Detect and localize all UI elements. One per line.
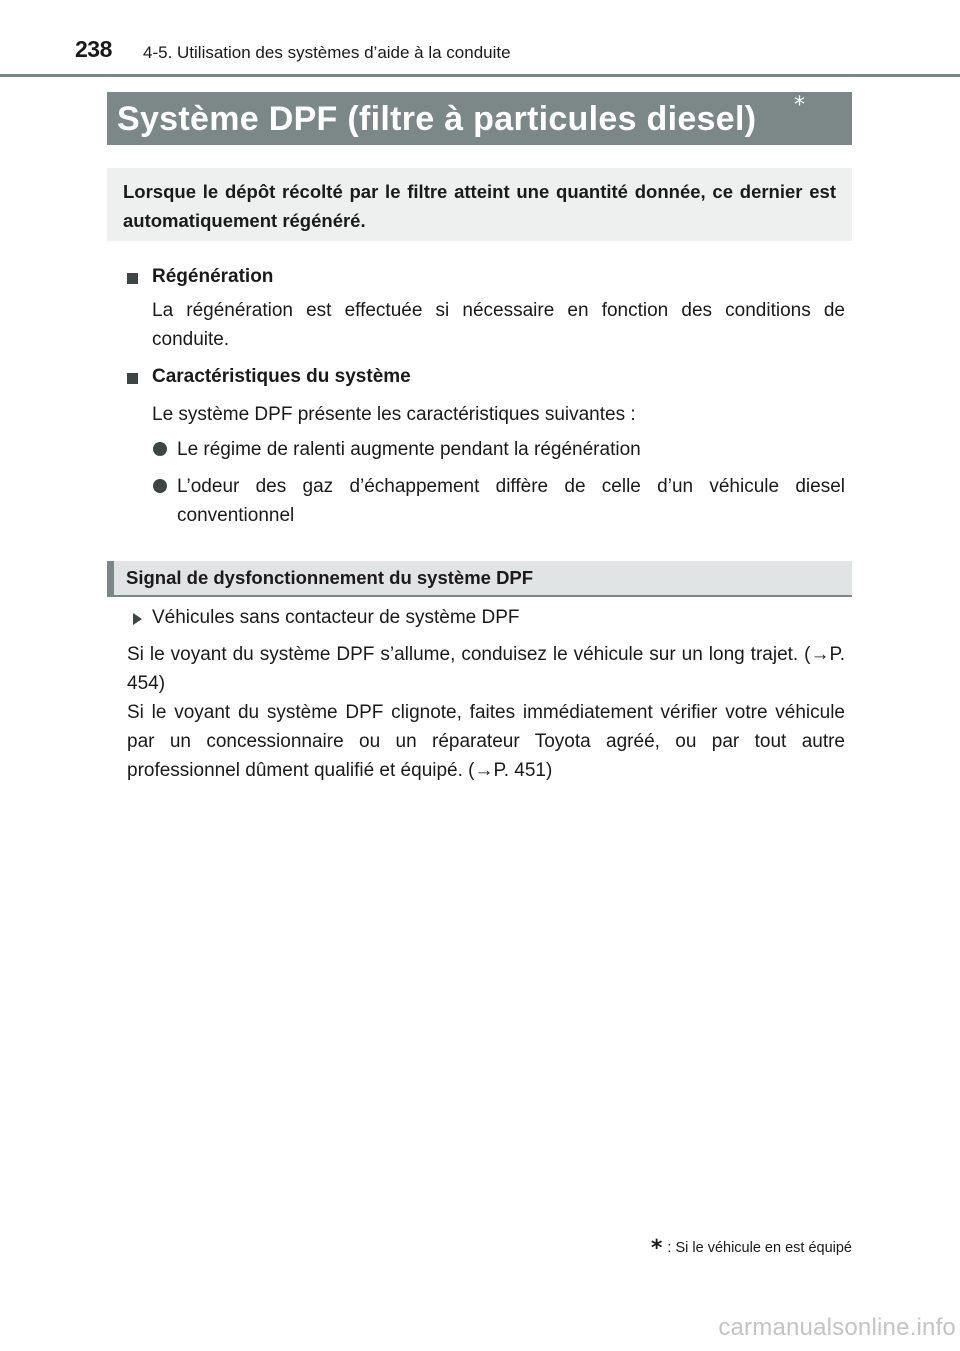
malfunction-subheading: Véhicules sans contacteur de système DPF [152, 607, 520, 628]
regeneration-text: La régénération est effectuée si nécessaire en fonction des conditions de conduite. [152, 300, 845, 350]
intro-box [107, 168, 852, 241]
asterisk-icon: * [650, 1236, 663, 1261]
section-regeneration [127, 266, 849, 356]
footnote [651, 1236, 852, 1261]
characteristics-text: Le système DPF présente les caractéristiques suivantes : [152, 404, 636, 425]
footnote-text: : Si le véhicule en est équipé [667, 1240, 852, 1256]
malfunction-heading: Signal de dysfonctionnement du système DPF [126, 567, 534, 588]
running-header: 4-5. Utilisation des systèmes d’aide à la conduite [143, 43, 511, 62]
characteristics-heading: Caractéristiques du système [152, 366, 411, 387]
triangle-bullet-icon [133, 613, 142, 625]
square-bullet-icon [127, 373, 138, 384]
malfunction-paragraph-2: Si le voyant du système DPF clignote, faites immédiatement vérifier votre véhicule par un concessionnaire ou un réparateur Toyota agréé, ou par tout autre professionnel dûment qualifié et équipé. (→P. 451) [127, 702, 845, 781]
header-rule [0, 74, 960, 77]
malfunction-paragraph-1: Si le voyant du système DPF s’allume, conduisez le véhicule sur un long trajet. (→P. 454) [127, 644, 845, 694]
title-asterisk: * [794, 93, 805, 118]
page-title: Système DPF (filtre à particules diesel) [117, 100, 757, 138]
intro-text: Lorsque le dépôt récolté par le filtre atteint une quantité donnée, ce dernier est automatiquement régénéré. [123, 181, 836, 231]
section-characteristics [127, 366, 849, 536]
round-bullet-icon [153, 479, 167, 493]
regeneration-heading: Régénération [152, 266, 274, 287]
list-item: L’odeur des gaz d’échappement diffère de celle d’un véhicule diesel conventionnel [177, 476, 845, 526]
list-item: Le régime de ralenti augmente pendant la régénération [177, 439, 641, 460]
subheading-accent [107, 561, 114, 595]
watermark: carmanualsonline.info [718, 1314, 956, 1341]
title-bar [107, 92, 852, 145]
section-malfunction [127, 603, 849, 793]
square-bullet-icon [127, 273, 138, 284]
page-number: 238 [75, 36, 112, 62]
round-bullet-icon [153, 442, 167, 456]
subheading-bar [107, 561, 852, 597]
